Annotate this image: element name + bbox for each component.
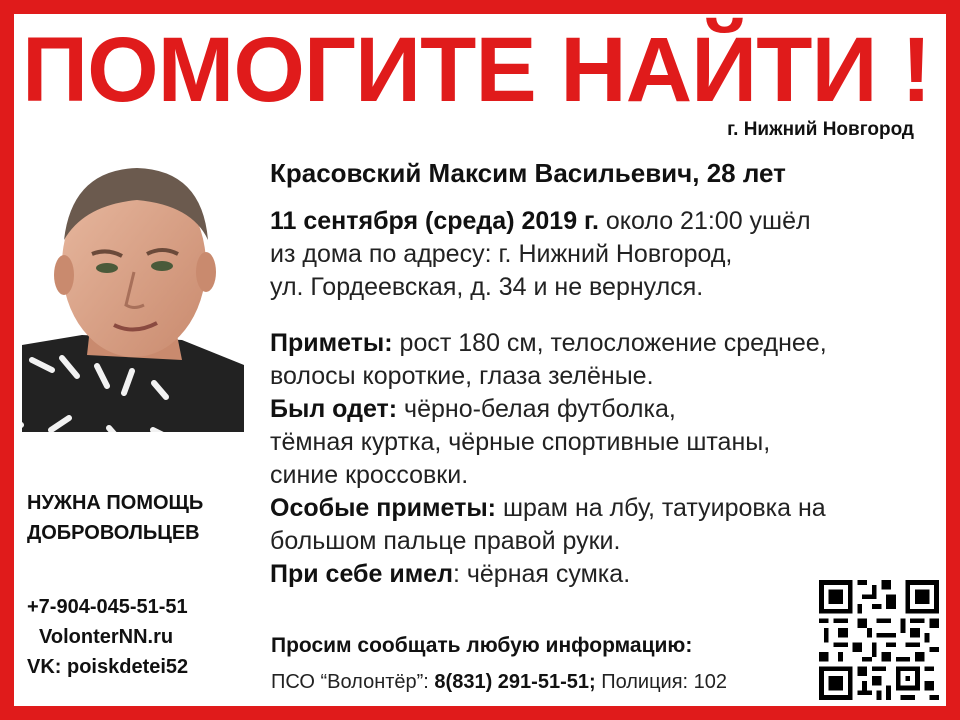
info-request: Просим сообщать любую информацию: [271, 634, 693, 657]
person-photo [22, 160, 244, 432]
pso-label: ПСО “Волонтёр”: [271, 671, 435, 693]
signs-line-1: рост 180 см, телосложение среднее, [392, 329, 827, 357]
vk-link[interactable]: VK: poiskdetei52 [27, 656, 189, 678]
police-phone[interactable]: Полиция: 102 [595, 671, 728, 693]
story-line-3: ул. Гордеевская, д. 34 и не вернулся. [270, 273, 704, 301]
phone-number[interactable]: +7-904-045-51-51 [27, 596, 188, 618]
hotline-line [271, 671, 727, 694]
qr-code[interactable] [819, 580, 939, 700]
person-name: Красовский Максим Васильевич, 28 лет [270, 158, 786, 188]
clothes-line-3: синие кроссовки. [270, 461, 469, 489]
help-line-2: ДОБРОВОЛЬЦЕВ [27, 522, 200, 544]
special-label: Особые приметы: [270, 494, 496, 522]
help-line-1: НУЖНА ПОМОЩЬ [27, 492, 204, 514]
volunteers-needed [27, 488, 203, 548]
signs-line-2: волосы короткие, глаза зелёные. [270, 362, 654, 390]
site-link[interactable]: VolonterNN.ru [39, 626, 174, 648]
pso-phone[interactable]: 8(831) 291-51-51; [434, 671, 596, 693]
headline: ПОМОГИТЕ НАЙТИ ! [22, 19, 931, 121]
signs-label: Приметы: [270, 329, 393, 357]
date-text: 11 сентября (среда) 2019 г. [270, 207, 599, 235]
description [270, 327, 940, 591]
story-line-1: около 21:00 ушёл [598, 207, 811, 235]
clothes-line-1: чёрно-белая футболка, [397, 395, 676, 423]
clothes-label: Был одет: [270, 395, 398, 423]
special-line-1: шрам на лбу, татуировка на [496, 494, 826, 522]
city-label: г. Нижний Новгород [727, 119, 914, 140]
clothes-line-2: тёмная куртка, чёрные спортивные штаны, [270, 428, 771, 456]
carried-label: При себе имел [270, 560, 453, 588]
story-line-2: из дома по адресу: г. Нижний Новгород, [270, 240, 733, 268]
contacts [27, 592, 188, 682]
carried-text: : чёрная сумка. [452, 560, 631, 588]
disappearance-story [270, 205, 930, 304]
special-line-2: большом пальце правой руки. [270, 527, 621, 555]
